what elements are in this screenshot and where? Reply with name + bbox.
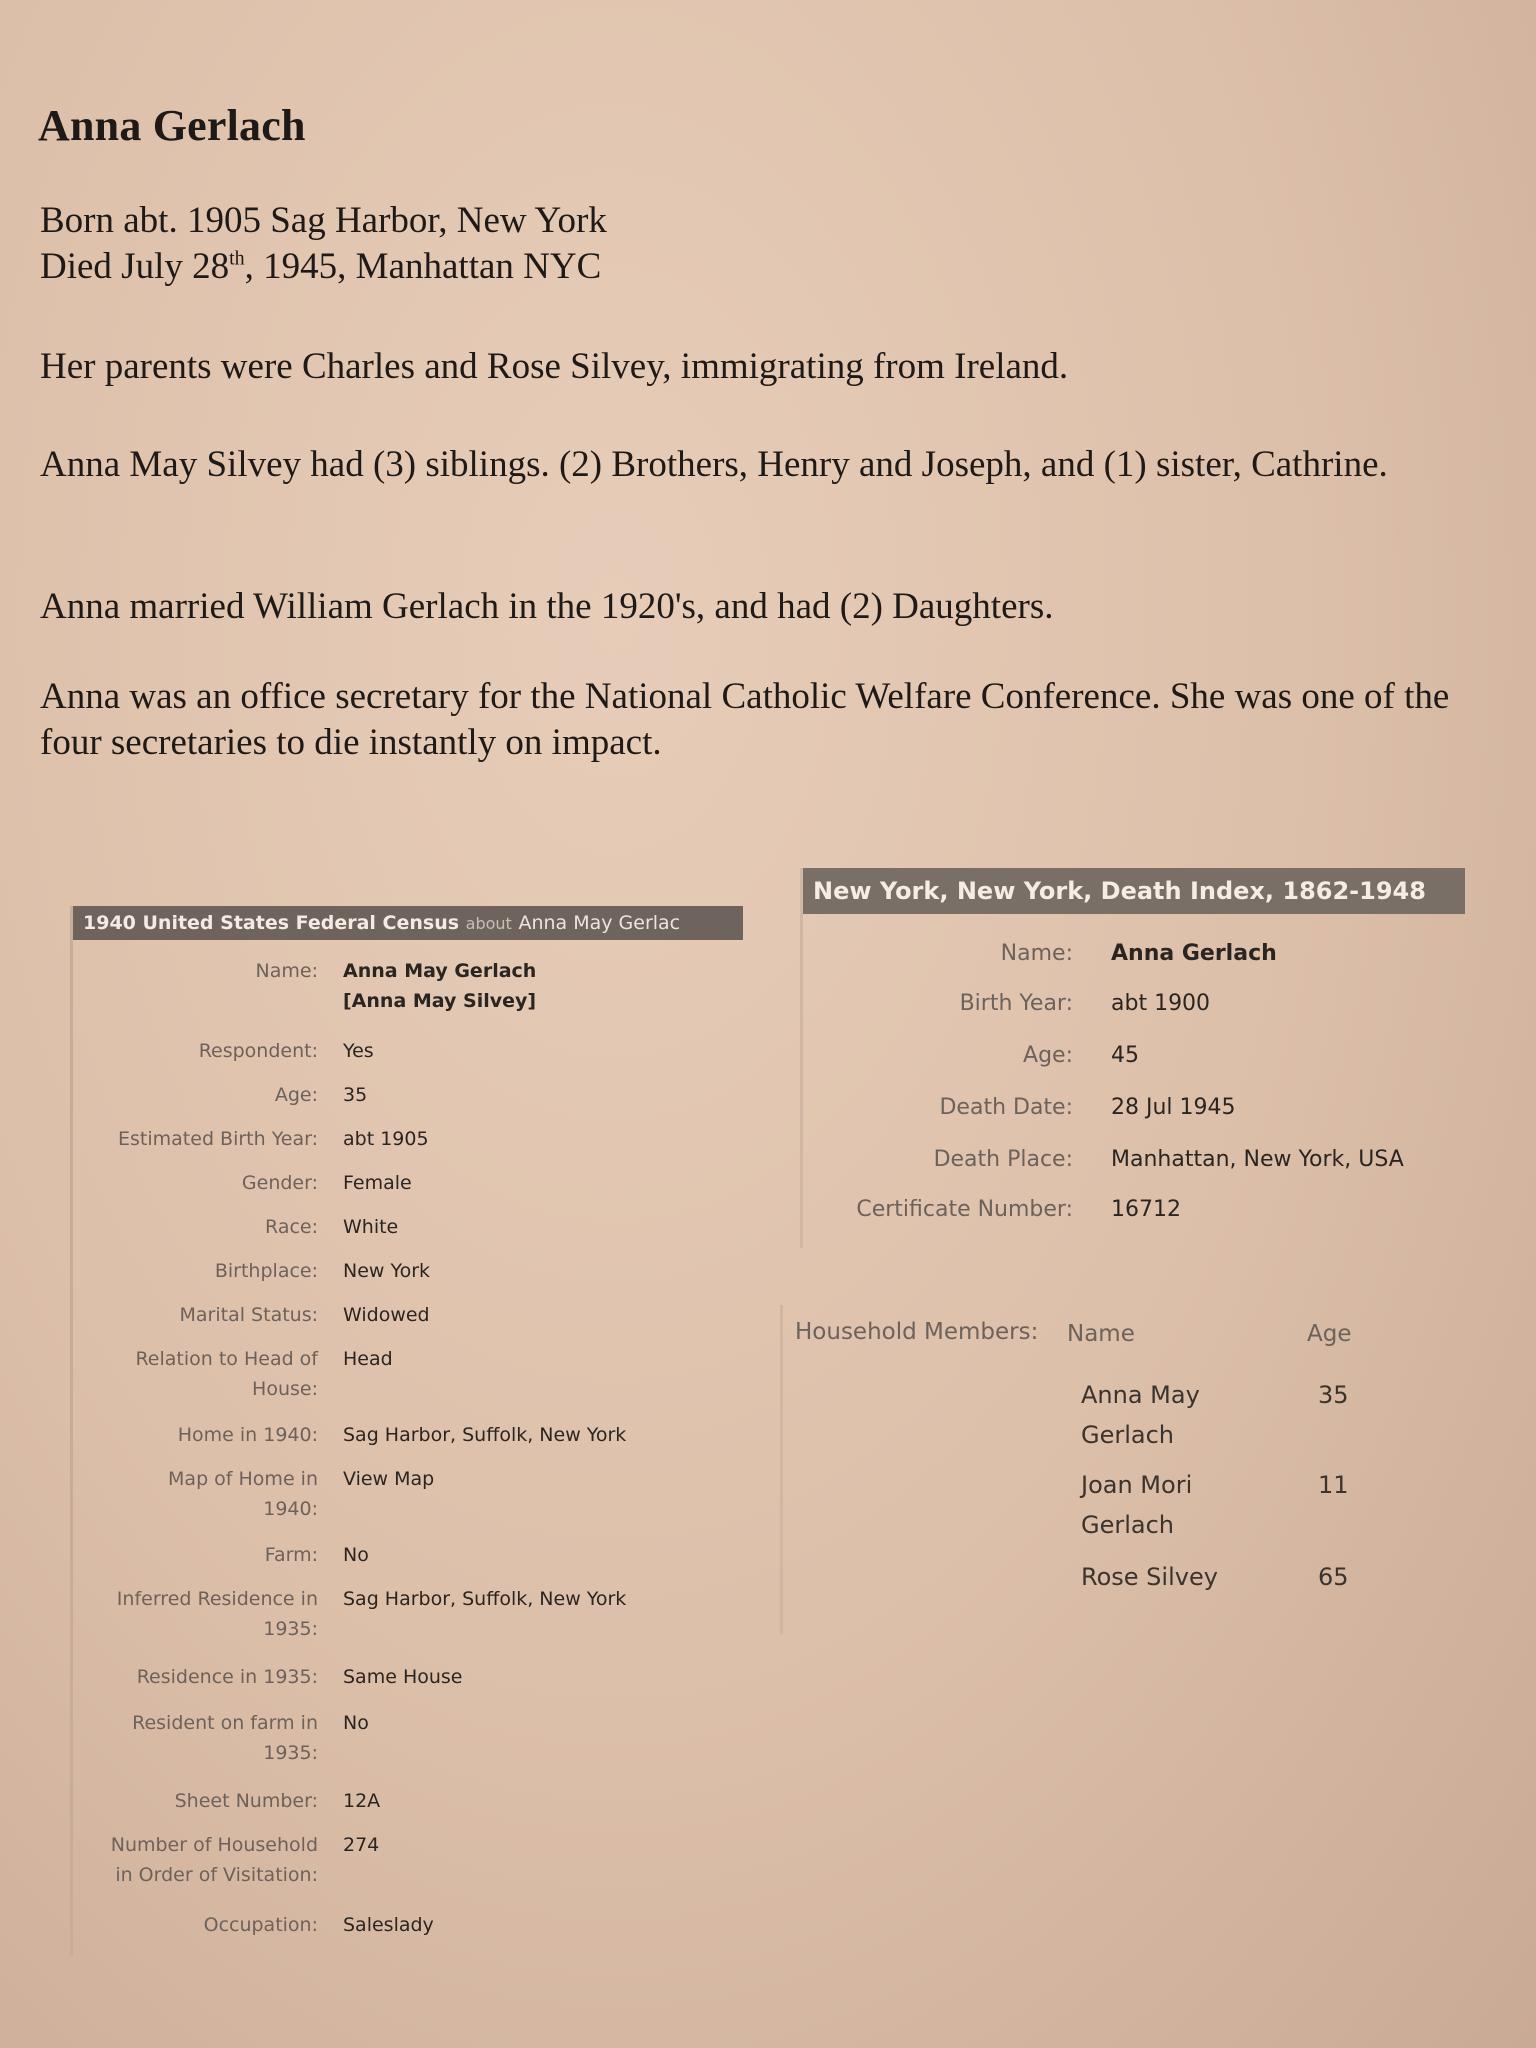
born-line: Born abt. 1905 Sag Harbor, New York [40,200,607,241]
death-index-record: New York, New York, Death Index, 1862-1948 Name: Anna Gerlach Birth Year: abt 1900 Age: 45 Death Date: 28 Jul 1945 Death Place: Manhattan, New York, USA Certificate Number: 16712 [800,868,1465,1248]
view-map-link[interactable]: View Map [343,1468,435,1490]
household-member-age: 65 [1318,1563,1349,1591]
occupation-paragraph: Anna was an office secretary for the National Catholic Welfare Conference. She was one of the four secretaries to die instantly on impact. [40,676,1450,763]
household-member-age: 35 [1318,1381,1349,1409]
page-title: Anna Gerlach [38,101,306,150]
census-title: 1940 United States Federal Census [83,912,460,934]
household-member-age: 11 [1318,1471,1349,1499]
household-label: Household Members: [795,1319,1039,1345]
census-about-name: Anna May Gerlac [518,912,681,934]
birth-death-block [40,198,1510,290]
death-index-header: New York, New York, Death Index, 1862-1948 [803,868,1465,914]
died-line: Died July 28th, 1945, Manhattan NYC [40,246,602,287]
census-record: 1940 United States Federal Census about Anna May Gerlac Name: Anna May Gerlach [Anna May Silvey] Respondent: Yes Age: 35 Estimated Birth Year: abt 1905 Gender: Female Race: White Birthplace: New York Marital Status: Widowed Relation to Head of House: Head Home in 1940: Sag Harbor, Suffolk, New York Map of Home in 1940: View Map Farm: No Inferred Residence in 1935: Sag Harbor, Suffolk, New York Residence in 1935: Same House Resident on farm in 1935: No Sheet Number: 12A Number of Household in Order of Visitation: 274 Occupation: Saleslady [70,906,743,1956]
household-member-name: Joan Mori Gerlach [1081,1471,1193,1539]
household-col-name: Name [1067,1321,1135,1347]
household-members [780,1305,1503,1635]
census-about: about [465,914,512,933]
household-col-age: Age [1307,1321,1352,1347]
siblings-paragraph: Anna May Silvey had (3) siblings. (2) Brothers, Henry and Joseph, and (1) sister, Cathrine. [40,444,1388,485]
household-member-name: Rose Silvey [1081,1563,1218,1591]
household-member-name: Anna May Gerlach [1081,1381,1200,1449]
census-header [73,906,743,940]
marriage-paragraph: Anna married William Gerlach in the 1920's, and had (2) Daughters. [40,586,1054,627]
parents-paragraph: Her parents were Charles and Rose Silvey, immigrating from Ireland. [40,346,1069,387]
